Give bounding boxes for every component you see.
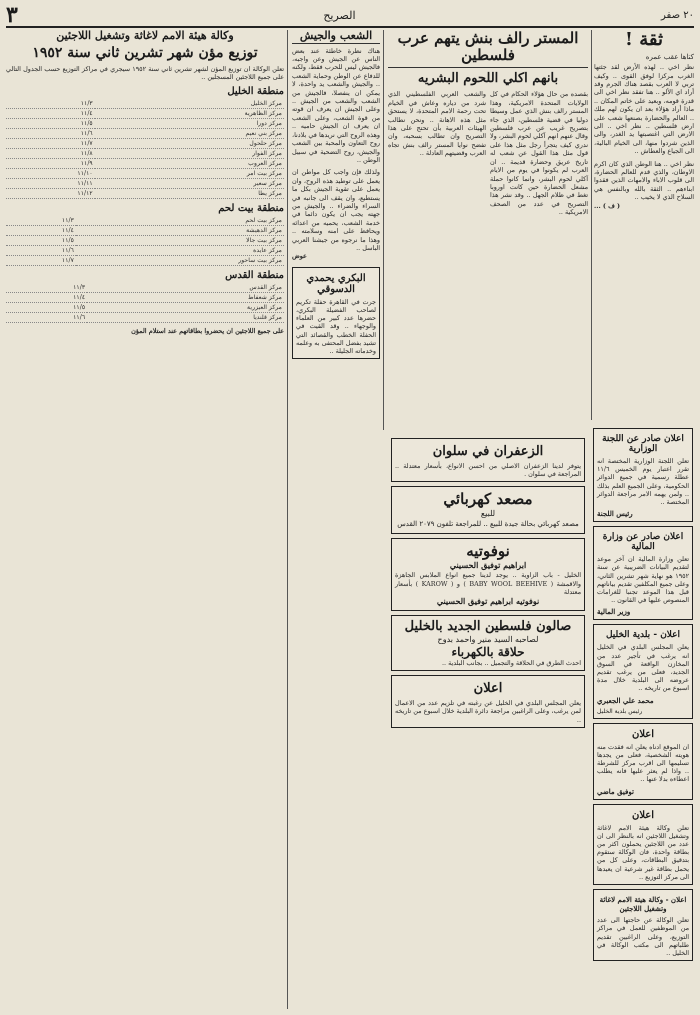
- novoteh-title: نوفوتيه: [466, 542, 510, 561]
- date-label: ٢٠ صفر: [661, 9, 694, 21]
- army-column: [289, 29, 380, 900]
- army-body-2: ولذلك فإن واجب كل مواطن ان يعمل على توطيد هذه الروح، وان يعمل على تقوية الجيش بكل ما يستطيع، وان يقف الى جانبه في السراء والضراء .. والجيش من جهته يجب ان يكون دائما في خدمة الشعب، يحميه من اعدائه ويحافظ على امنه وسلامته .. وهذا ما نرجوه من جيشنا العربي الباسل ..: [289, 168, 380, 252]
- novoteh-footer: نوفوتيه ابراهيم توفيق الحسيني: [436, 596, 540, 607]
- table-row: مركز يطا ١١/١٢: [6, 188, 284, 198]
- table-row: مركز الفوار ١١/٨: [6, 148, 284, 158]
- notice-body: تعلن وكالة هيئة الامم لاغاثة وتشغيل اللاجئين انه بالنظر الى ان عدد من اللاجئين يحملون اكثر من بطاقة واحدة، فان الوكالة ستقوم بتدقيق البطاقات، وعلى كل من يحمل بطاقة غير شرعية ان يعيدها الى مركز التوزيع ..: [594, 823, 689, 881]
- notice-sig: توفيق ماضي: [597, 786, 634, 796]
- unrwa-footer: على جميع اللاجئين ان يحضروا بطاقاتهم عند استلام المؤن: [131, 326, 284, 335]
- table-row: مركز الظاهرية ١١/٤: [6, 108, 284, 118]
- unrwa-distribution: [3, 29, 284, 1005]
- municipality-notice: [593, 624, 693, 718]
- column-rule: [287, 30, 288, 1009]
- table-row: مركز العيزرية ١١/٥: [6, 302, 284, 312]
- zaafran-ad: [391, 438, 585, 482]
- column-rule: [591, 30, 592, 420]
- main-article: [385, 29, 588, 430]
- municipality-title: اعلان - بلدية الخليل: [605, 630, 681, 641]
- thiqa-title: ثقة !: [625, 29, 663, 50]
- page-number: ٣: [6, 2, 18, 28]
- paper-name: الصريح: [323, 8, 356, 22]
- army-signature: عوض: [292, 252, 307, 261]
- region-jerusalem-label: منطقة القدس: [225, 269, 284, 281]
- committee-body: تعلن اللجنة الوزارية المختصة انه تقرر اعتبار يوم الخميس ١١/٦ عطلة رسمية في جميع الدوائر الحكومية، وعلى الجميع العلم بذلك .. ولمن يهمه الامر مراجعة الدوائر المختصة ..: [594, 457, 689, 507]
- army-body: هناك نظرة خاطئة عند بعض الناس عن الجيش وعن واجبه، فالجيش ليس للحرب فقط، ولكنه للدفاع عن الوطن وحماية الشعب .. والجيش والشعب يد واحدة، لا يمكن ان ينفصلا، فالجيش من الشعب والشعب من الجيش .. وعلى الجيش ان يعرف ان قوته من قوة الشعب، وعلى الشعب ان يعرف ان الجيش حاميه .. وهذه الروح التي نريدها في بلادنا، روح التعاون والمحبة بين الشعب والجيش، روح التضحية في سبيل الوطن ..: [289, 46, 380, 164]
- notice-title: اعلان: [631, 728, 655, 740]
- thiqa-intro: كتاها عقب عمره: [645, 52, 694, 61]
- thiqa-body: نظر اخي .. لهذه الأرض لقد جئتها الغرب مركزا لوفق القوى .. وكيف تربي لا العرب بقصد هناك الجرم وقد أراد اي الألو .. هنا تفقد نظر اخي الى قدرة قومه، وبعيد على خاتم المكان .. ماذا أراد هؤلاء بعد ان يكون لهم ملك .. العالم والحضارة بصنعها شعب على ارض فلسطين .. نظر اخي .. الى الارض التي اغتصبتها يد الغدر، والى الذين شردوا منها، الى الخيام البالية، الى الجياع والعطاش ..: [591, 63, 694, 156]
- distribution-table-bethlehem: [6, 216, 284, 266]
- finance-body: تعلن وزارة المالية ان آخر موعد لتقديم البيانات الضريبية عن سنة ١٩٥٢ هو نهاية شهر تشرين الثاني، وعلى جميع المكلفين تقديم بياناتهم قبل هذا الموعد تجنبا للغرامات المنصوص عليها في القانون ..: [594, 555, 689, 605]
- table-row: مركز دورا ١١/٥: [6, 118, 284, 128]
- army-title: الشعب والجيش: [292, 30, 380, 44]
- finance-notice: [593, 526, 693, 620]
- notice-body: ان الموقع ادناه يعلن انه فقدت منه هويته الشخصية، فعلى من يجدها تسليمها الى اقرب مركز للشرطة .. واذا لم يعثر عليها فانه يطلب اعطاءه بدلا عنها ..: [594, 742, 689, 784]
- table-row: مركز بني نعيم ١١/٦: [6, 128, 284, 138]
- main-body-left: والشعب العربي الفلسطيني الذي شرد من دياره وعاش في الخيام تحت رحمة الامم المتحدة، لا يستحق مثل هذه الاهانة .. ونحن نطالب الهيئات العربية بأن تحتج على هذا التصريح وان تطالب بسحبه، وان تفضح نوايا المستر رالف بنش تجاه العرب وقضيتهم العادلة ..: [385, 90, 486, 158]
- novoteh-ad: [391, 538, 585, 611]
- elevator-ad: [391, 486, 585, 534]
- municipality-body: يعلن المجلس البلدي في الخليل انه يرغب في تأجير عدد من المخازن الواقعة في السوق الجديد، فعلى من يرغب تقديم عروضه الى البلدية خلال مدة اسبوع من تاريخه ..: [594, 643, 689, 693]
- notice-unrwa-cards: [593, 804, 693, 885]
- table-row: مركز القدس ١١/٣: [6, 283, 284, 293]
- novoteh-owner: ابراهيم توفيق الحسيني: [449, 560, 527, 571]
- finance-title: اعلان صادر عن وزارة المالية: [602, 532, 684, 553]
- region-hebron-label: منطقة الخليل: [227, 85, 284, 97]
- unrwa-subtitle: توزيع مؤن شهر تشرين ثاني سنة ١٩٥٢: [32, 44, 258, 61]
- table-row: مركز الخليل ١١/٣: [6, 99, 284, 109]
- salon-line: حلاقة بالكهرباء: [451, 645, 525, 660]
- table-row: مركز بيت امر ١١/١٠: [6, 168, 284, 178]
- notice-title: اعلان: [631, 809, 655, 821]
- notices-column: [590, 424, 696, 1009]
- unrwa-jobs-title: اعلان - وكالة هيئة الامم لاغاثة وتشغيل اللاجئين: [599, 895, 687, 914]
- table-row: مركز حلحول ١١/٧: [6, 138, 284, 148]
- zaafran-title: الزعفران في سلوان: [432, 444, 544, 459]
- municipality-sig-role: رئيس بلدية الخليل: [597, 707, 643, 715]
- bottom-notice-title: اعلان: [473, 681, 503, 697]
- municipality-sig: محمد علي الجعبري: [597, 695, 654, 705]
- table-row: مركز بيت جالا ١١/٥: [6, 235, 284, 245]
- table-row: مركز بيت ساحور ١١/٧: [6, 255, 284, 265]
- committee-sig: رئيس اللجنة: [597, 509, 633, 519]
- unrwa-jobs-body: تعلن الوكالة عن حاجتها الى عدد من الموظفين للعمل في مراكز التوزيع، وعلى الراغبين تقديم طلباتهم الى مكتب الوكالة في الخليل ..: [594, 916, 689, 957]
- distribution-table-hebron: [6, 99, 284, 199]
- salon-title: صالون فلسطين الجديد بالخليل: [404, 619, 572, 635]
- bottom-notice-body: يعلن المجلس البلدي في الخليل عن رغبته في تلزيم عدد من الاعمال لمن يرغب، وعلى الراغبين مراجعة دائرة البلدية خلال اسبوع من تاريخه ..: [392, 699, 581, 724]
- table-row: مركز عايدة ١١/٦: [6, 245, 284, 255]
- committee-notice: [593, 428, 693, 522]
- notice-lost-id: [593, 723, 693, 800]
- table-row: مركز شعفاط ١١/٤: [6, 292, 284, 302]
- committee-title: اعلان صادر عن اللجنة الوزارية: [602, 434, 684, 454]
- bottom-notice: [391, 675, 585, 728]
- table-row: مركز سعير ١١/١١: [6, 178, 284, 188]
- main-subhead: بانهم اكلي اللحوم البشريه: [417, 70, 559, 86]
- unrwa-intro: تعلن الوكالة ان توزيع المؤن لشهر تشرين ثاني سنة ١٩٥٢ سيجري في مراكز التوزيع حسب الجدول التالي على جميع اللاجئين المسجلين ..: [3, 64, 284, 82]
- distribution-table-jerusalem: [6, 283, 284, 323]
- salon-ad: [391, 615, 585, 671]
- table-row: مركز الدهيشة ١١/٤: [6, 225, 284, 235]
- thiqa-signature: ( ف ) ...: [594, 201, 621, 210]
- bakri-title: البكري يحمدي الدسوقي: [306, 272, 366, 295]
- salon-owner: لصاحبه السيد منير واحمد بدوح: [437, 635, 539, 645]
- main-body-right: بقصده من حال هؤلاء الحكام في كل الولايات المتحدة الامريكية، وهذا المستر رالف بنش الذي عمل وسيطا دوليا في قضية فلسطين، الذي جاء بتصريح غريب عن عرب فلسطين وقال عنهم انهم آكلي لحوم البشر، ولا ندري كيف يتجرأ رجل مثل هذا على قول مثل هذا القول عن شعب له تاريخ عريق وحضارة قديمة .. ان العرب لم يكونوا في يوم من الايام آكلي لحوم البشر، وانما كانوا حملة مشعل الحضارة حين كانت اوروبا تغط في ظلام الجهل .. وقد نشر هذا التصريح في عدد من الصحف الامريكية ..: [487, 90, 588, 217]
- zaafran-body: يتوفر لدينا الزعفران الاصلي من احسن الانواع، بأسعار معتدلة .. المراجعة في سلوان .: [392, 462, 581, 479]
- table-row: مركز قلنديا ١١/٦: [6, 312, 284, 322]
- column-rule: [383, 30, 384, 430]
- thiqa-body-2: نظر اخي .. هنا الوطن الذي كان اكرم الاوطان، والذي قدم للعالم الحضارة، الى قلوب الاباء والامهات الذين فقدوا ابناءهم .. الثقة بالله وبالنفس هي السلاح الذي لا يخيب ..: [591, 159, 694, 202]
- salon-body: احدث الطرق في الحلاقة والتجميل .. بجانب البلدية ..: [441, 659, 581, 668]
- unrwa-jobs-notice: [593, 889, 693, 961]
- elevator-body: مصعد كهربائي بحالة جيدة للبيع .. للمراجعة تلفون ٢٠٧٩ القدس: [397, 520, 579, 529]
- thiqa-column: [591, 29, 694, 420]
- ads-column: [388, 434, 588, 1009]
- masthead: [6, 4, 694, 28]
- unrwa-title: وكالة هيئة الامم لاغاثة وتشغيل اللاجئين: [56, 29, 234, 42]
- bakri-article: [292, 267, 380, 359]
- finance-sig: وزير المالية: [597, 607, 631, 617]
- table-row: مركز العروب ١١/٩: [6, 158, 284, 168]
- table-row: مركز بيت لحم ١١/٣: [6, 216, 284, 226]
- elevator-sub: للبيع: [480, 509, 496, 519]
- main-headline: المستر رالف بنش يتهم عرب فلسطين: [388, 30, 588, 68]
- bakri-body: جرت في القاهرة حفلة تكريم لصاحب الفضيلة البكري، حضرها عدد كبير من العلماء والوجهاء .. وقد القيت في الحفلة الخطب والقصائد التي تشيد بفضل المحتفى به وعلمه وخدماته الجليلة ..: [293, 297, 376, 356]
- novoteh-body: الخليل - باب الزاوية .. يوجد لدينا جميع انواع الملابس الجاهزة والاقمشة ( BABY WOOL BEEHIVE ) و ( KAROW ) بأسعار معتدلة: [392, 571, 581, 596]
- region-bethlehem-label: منطقة بيت لحم: [218, 202, 284, 214]
- elevator-title: مصعد كهربائي: [443, 490, 533, 509]
